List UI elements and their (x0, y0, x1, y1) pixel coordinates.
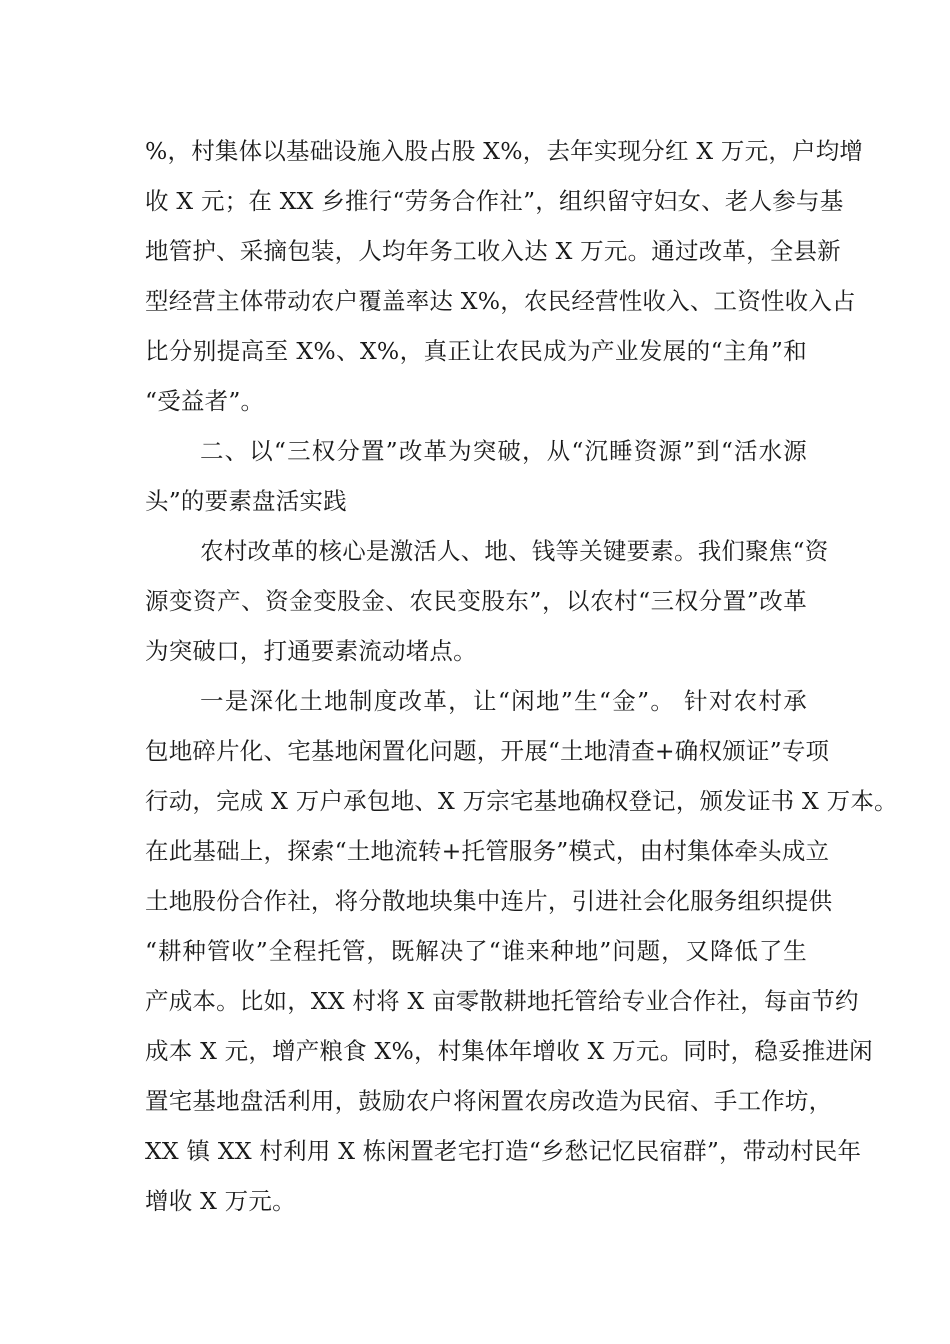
paragraph-3-line-9: 置宅基地盘活利用，鼓励农户将闲置农房改造为民宿、手工作坊， (145, 1087, 833, 1115)
paragraph-3-line-3: 行动，完成 X 万户承包地、X 万宗宅基地确权登记，颁发证书 X 万本。 (145, 787, 898, 815)
paragraph-1-line-6: “受益者”。 (145, 387, 265, 415)
paragraph-1-line-5: 比分别提高至 X%、X%，真正让农民成为产业发展的“主角”和 (145, 337, 807, 365)
paragraph-3-line-8: 成本 X 元，增产粮食 X%，村集体年增收 X 万元。同时，稳妥推进闲 (145, 1037, 873, 1065)
paragraph-2-line-3: 为突破口，打通要素流动堵点。 (145, 637, 477, 665)
section-heading-line-2: 头”的要素盘活实践 (145, 487, 347, 515)
paragraph-1-line-1: %，村集体以基础设施入股占股 X%，去年实现分红 X 万元，户均增 (145, 137, 864, 165)
paragraph-3-line-10: XX 镇 XX 村利用 X 栋闲置老宅打造“乡愁记忆民宿群”，带动村民年 (145, 1137, 862, 1165)
paragraph-1-line-3: 地管护、采摘包装，人均年务工收入达 X 万元。通过改革，全县新 (145, 237, 841, 265)
paragraph-3-line-5: 土地股份合作社，将分散地块集中连片，引进社会化服务组织提供 (145, 887, 833, 915)
paragraph-2-line-2: 源变资产、资金变股金、农民变股东”，以农村“三权分置”改革 (145, 587, 807, 615)
paragraph-3-line-4: 在此基础上，探索“土地流转+托管服务”模式，由村集体牵头成立 (145, 837, 830, 865)
paragraph-3-line-7: 产成本。比如，XX 村将 X 亩零散耕地托管给专业合作社，每亩节约 (145, 987, 859, 1015)
paragraph-3-line-2: 包地碎片化、宅基地闲置化问题，开展“土地清查+确权颁证”专项 (145, 737, 830, 765)
paragraph-1-line-4: 型经营主体带动农户覆盖率达 X%，农民经营性收入、工资性收入占 (145, 287, 856, 315)
paragraph-1-line-2: 收 X 元；在 XX 乡推行“劳务合作社”，组织留守妇女、老人参与基 (145, 187, 844, 215)
paragraph-3-line-11: 增收 X 万元。 (145, 1187, 296, 1215)
paragraph-3-line-6: “耕种管收”全程托管，既解决了“谁来种地”问题，又降低了生 (145, 937, 807, 965)
paragraph-2-line-1: 农村改革的核心是激活人、地、钱等关键要素。我们聚焦“资 (200, 537, 829, 565)
paragraph-3-line-1: 一是深化土地制度改革，让“闲地”生“金”。 针对农村承 (200, 687, 807, 715)
section-heading-line-1: 二、以“三权分置”改革为突破，从“沉睡资源”到“活水源 (200, 437, 807, 465)
